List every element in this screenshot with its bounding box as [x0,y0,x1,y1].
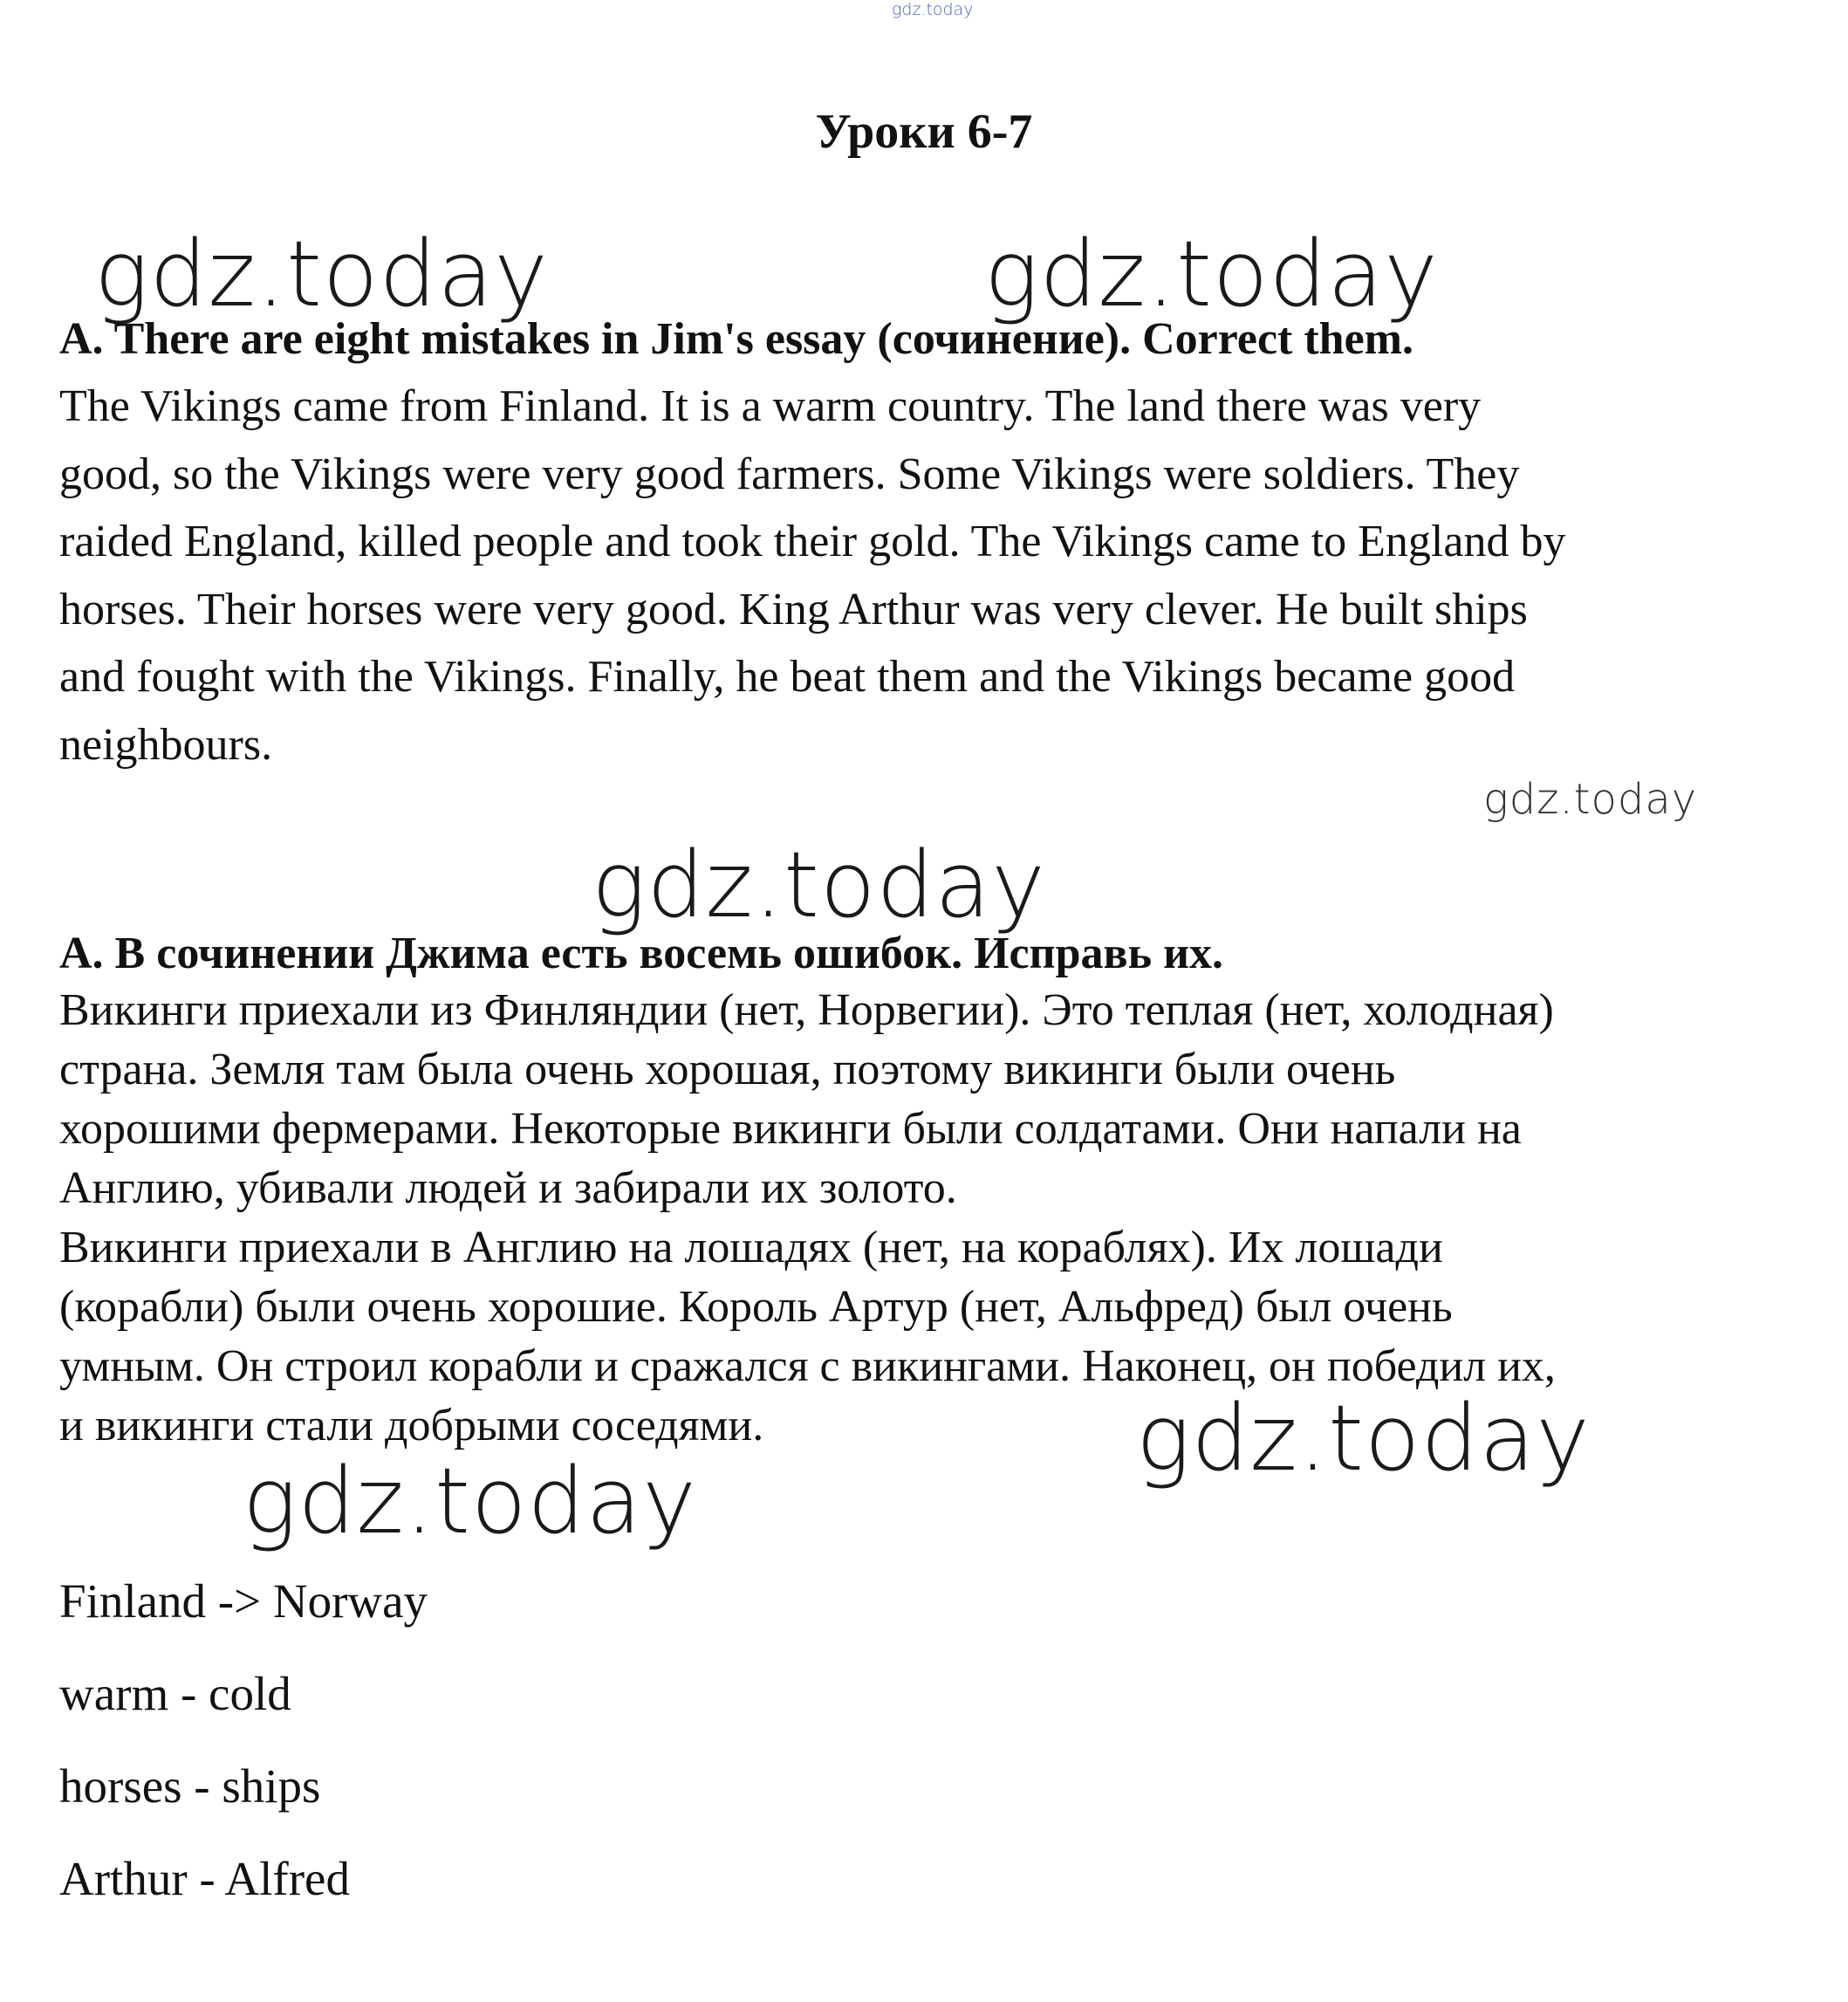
page-title: Уроки 6-7 [815,105,1033,159]
text-line: Англию, убивали людей и забирали их золото. [59,1163,957,1213]
text-line: Викинги приехали из Финляндии (нет, Норвегии). Это теплая (нет, холодная) [59,985,1554,1035]
watermark: gdz.today [243,1448,697,1554]
text-line: (корабли) были очень хорошие. Король Артур (нет, Альфред) был очень [59,1282,1453,1332]
text-line: neighbours. [59,719,273,770]
task-en-heading: A. There are eight mistakes in Jim's essay (сочинение). Correct them. [59,314,1414,364]
task-en-text [59,373,1813,778]
task-ru-heading: А. В сочинении Джима есть восемь ошибок. Исправь их. [59,929,1224,978]
text-line: страна. Земля там была очень хорошая, поэтому викинги были очень [59,1045,1396,1094]
watermark: gdz.today [94,221,549,327]
text-line: умным. Он строил корабли и сражался с викингами. Наконец, он победил их, [59,1341,1556,1391]
answer-item: Arthur - Alfred [59,1852,350,1905]
text-line: и викинги стали добрыми соседями. [59,1401,764,1450]
text-line: хорошими фермерами. Некоторые викинги были солдатами. Они напали на [59,1104,1522,1154]
answer-item: Finland -> Norway [59,1574,428,1628]
text-line: good, so the Vikings were very good farmers. Some Vikings were soldiers. They [59,449,1520,499]
text-line: The Vikings came from Finland. It is a warm country. The land there was very [59,381,1482,431]
answer-item: warm - cold [59,1667,291,1720]
watermark: gdz.today [1483,775,1698,824]
watermark: gdz.today [1136,1385,1591,1491]
text-line: Викинги приехали в Англию на лошадях (нет, на кораблях). Их лошади [59,1223,1443,1272]
watermark: gdz.today [592,832,1046,938]
text-line: and fought with the Vikings. Finally, he beat them and the Vikings became good [59,652,1516,702]
watermark-top: gdz.today [892,0,974,19]
watermark: gdz.today [984,221,1439,327]
text-line: raided England, killed people and took their gold. The Vikings came to England by [59,517,1566,566]
text-line: horses. Their horses were very good. King Arthur was very clever. He built ships [59,584,1528,634]
answer-item: horses - ships [59,1759,321,1813]
task-ru-text [59,981,1813,1456]
